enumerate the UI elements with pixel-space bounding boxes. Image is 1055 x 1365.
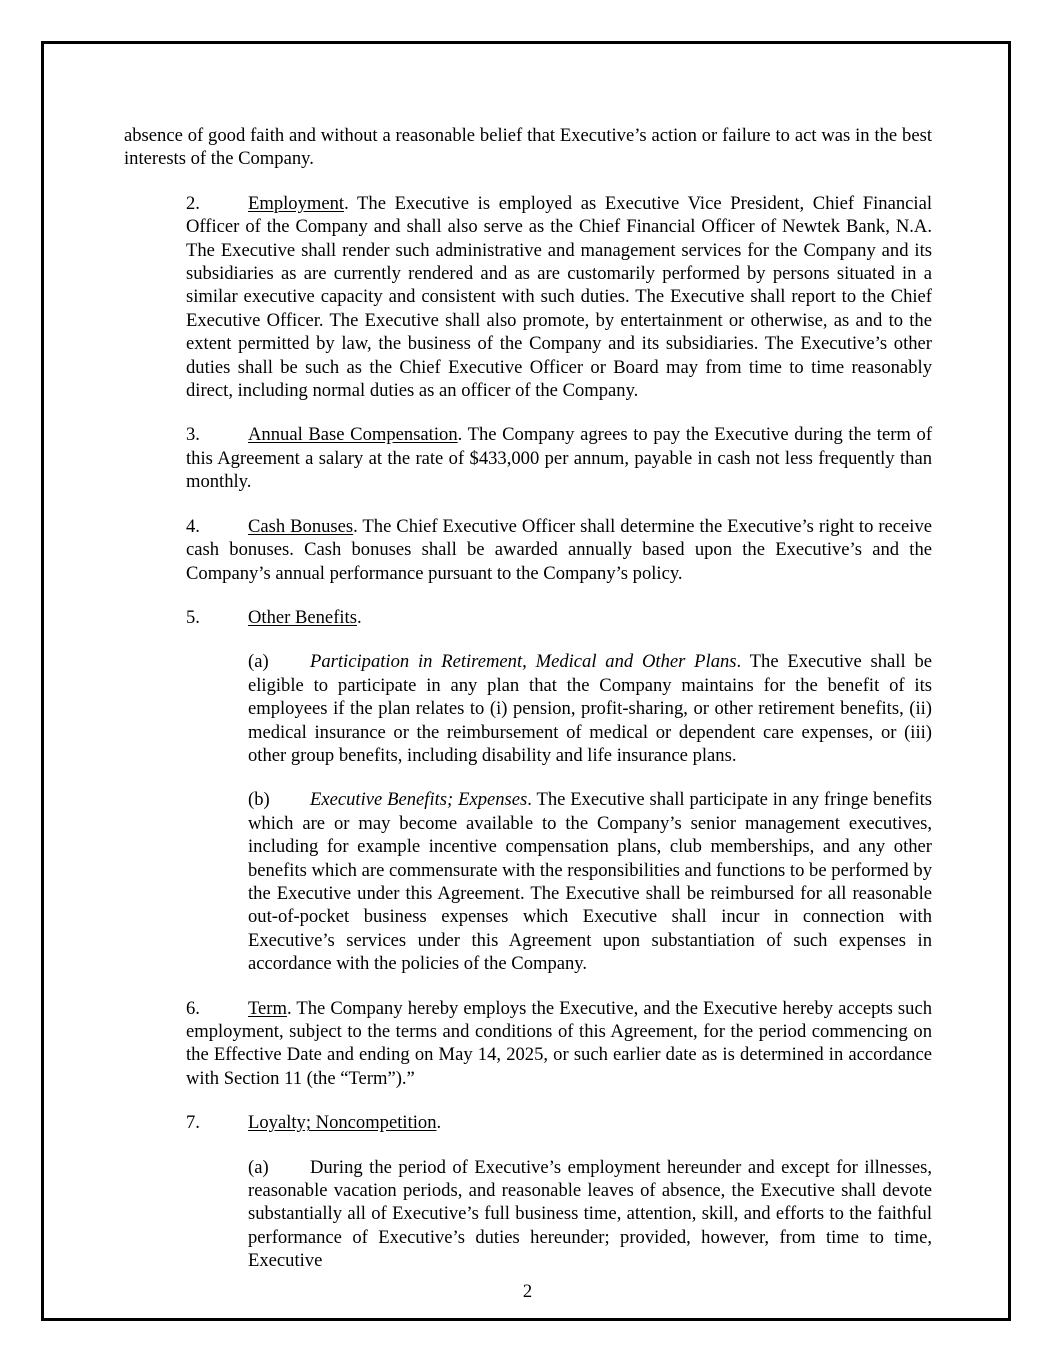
section-heading: Loyalty; Noncompetition: [248, 1112, 437, 1134]
section-number: 2.: [186, 192, 200, 214]
section-heading: Other Benefits: [248, 606, 357, 628]
document-body: [124, 124, 932, 1273]
section-text: .: [436, 1112, 442, 1134]
section-number: 4.: [186, 515, 200, 537]
page-number: 2: [522, 1281, 533, 1302]
section-text: . The Chief Executive Officer shall determine the Executive’s right to receive cash bonuses. Cash bonuses shall be awarded annually based upon the Executive’s and the Company’s annual performance pursuant to the Company’s policy.: [186, 515, 933, 584]
subsection-7a: [124, 1156, 932, 1273]
section-text: . The Company hereby employs the Executive, and the Executive hereby accepts such employment, subject to the terms and conditions of this Agreement, for the period commencing on the Effective Date and ending on May 14, 2025, or such earlier date as is determined in accordance with Section 11 (the “Term”).”: [186, 997, 932, 1089]
subsection-number: (a): [248, 651, 269, 673]
section-heading: Cash Bonuses: [248, 515, 354, 537]
section-number: 3.: [186, 424, 200, 446]
section-4-cash-bonuses: [124, 515, 932, 585]
section-7-loyalty-noncompetition: [124, 1111, 932, 1134]
section-number: 7.: [186, 1112, 200, 1134]
subsection-number: (b): [248, 789, 270, 811]
section-text: .: [356, 606, 362, 628]
section-number: 5.: [186, 606, 200, 628]
section-heading: Term: [248, 997, 287, 1019]
subsection-heading: Executive Benefits; Expenses: [310, 789, 528, 811]
subsection-5a-participation: [124, 650, 932, 767]
section-5-other-benefits: [124, 606, 932, 629]
paragraph-continuation: absence of good faith and without a reasonable belief that Executive’s action or failure to act was in the best interests of the Company.: [124, 125, 932, 170]
section-heading: Employment: [248, 192, 345, 214]
section-number: 6.: [186, 997, 200, 1019]
section-3-annual-base-compensation: [124, 423, 932, 493]
section-2-employment: [124, 192, 932, 403]
subsection-text: . The Executive shall be eligible to participate in any plan that the Company maintains for the benefit of its employees if the plan relates to (i) pension, profit-sharing, or other retirement benefits, (ii) medical insurance or the reimbursement of medical or dependent care expenses, or (iii) other group benefits, including disability and life insurance plans.: [248, 651, 932, 766]
subsection-text: . The Executive shall participate in any fringe benefits which are or may become available to the Company’s senior management executives, including for example incentive compensation plans, club memberships, and any other benefits which are commensurate with the responsibilities and functions to be performed by the Executive under this Agreement. The Executive shall be reimbursed for all reasonable out-of-pocket business expenses which Executive shall incur in connection with Executive’s services under this Agreement upon substantiation of such expenses in accordance with the policies of the Company.: [248, 789, 932, 975]
section-6-term: [124, 997, 932, 1091]
subsection-text: During the period of Executive’s employment hereunder and except for illnesses, reasonable vacation periods, and reasonable leaves of absence, the Executive shall devote substantially all of Executive’s full business time, attention, skill, and efforts to the faithful performance of Executive’s duties hereunder; provided, however, from time to time, Executive: [248, 1156, 932, 1272]
subsection-5b-executive-benefits: [124, 788, 932, 975]
subsection-number: (a): [248, 1156, 269, 1178]
section-text: . The Executive is employed as Executive Vice President, Chief Financial Officer of the Company and shall also serve as the Chief Financial Officer of Newtek Bank, N.A. The Executive shall render such administrative and management services for the Company and its subsidiaries as are currently rendered and as are customarily performed by persons situated in a similar executive capacity and consistent with such duties. The Executive shall report to the Chief Executive Officer. The Executive shall also promote, by entertainment or otherwise, as and to the extent permitted by law, the business of the Company and its subsidiaries. The Executive’s other duties shall be such as the Chief Executive Officer or Board may from time to time reasonably direct, including normal duties as an officer of the Company.: [186, 192, 932, 402]
section-text: . The Company agrees to pay the Executive during the term of this Agreement a salary at the rate of $433,000 per annum, payable in cash not less frequently than monthly.: [186, 424, 933, 493]
subsection-heading: Participation in Retirement, Medical and Other Plans: [310, 651, 737, 673]
section-heading: Annual Base Compensation: [248, 424, 458, 446]
